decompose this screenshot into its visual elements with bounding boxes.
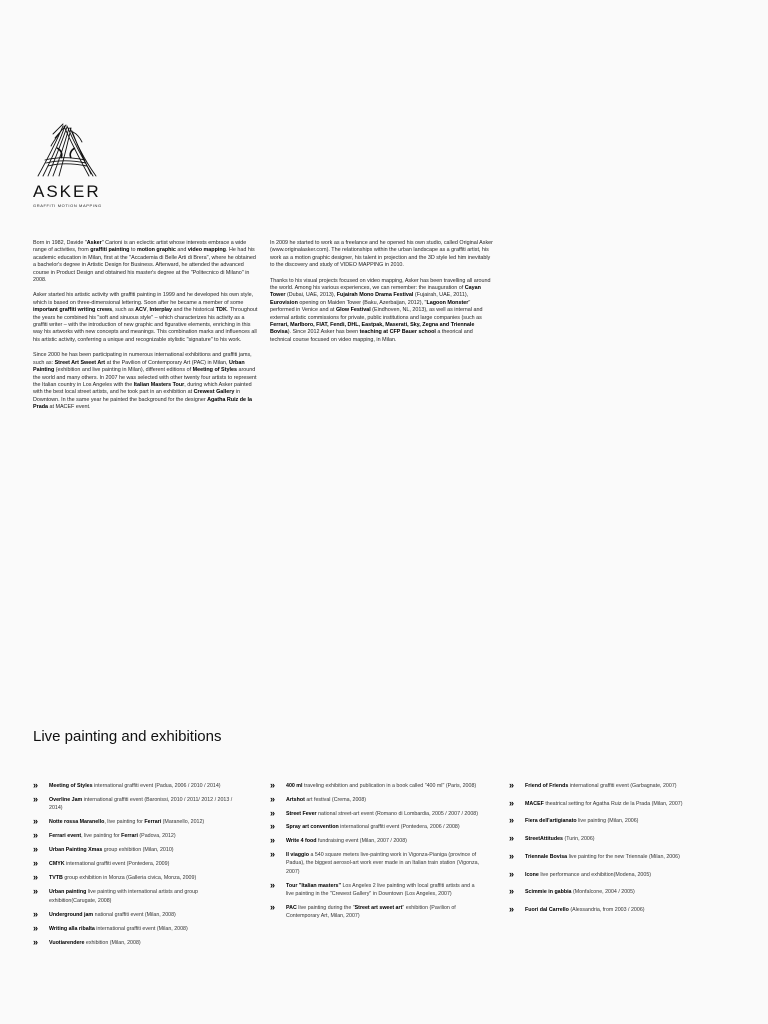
exhibition-item <box>33 888 243 905</box>
exhibition-item <box>270 782 480 790</box>
bold-text: TDK <box>215 307 227 314</box>
text-run: (Turin, 2006) <box>562 836 595 843</box>
bold-text: CMYK <box>49 861 65 868</box>
bold-text: Interplay <box>149 307 173 314</box>
bold-text: Meeting of Styles <box>49 783 93 789</box>
exhibition-item <box>509 835 719 843</box>
bold-text: Ferrari, Marlboro, FIAT, Fendi, DHL, Eastpak, Maserati, Sky, Zegna and Triennale Bovisa <box>270 322 475 336</box>
bio-column-left <box>33 240 259 420</box>
bold-text: Artshot <box>286 796 305 803</box>
exhibition-item <box>270 879 480 899</box>
text-run: live performance and exhibition(Modena, 2005) <box>538 871 652 878</box>
bullet-icon: » <box>509 886 515 897</box>
text-run: (Alessandria, from 2003 / 2006) <box>568 906 645 913</box>
text-run: international graffiti event (Garbagnate, 2007) <box>568 783 677 789</box>
text-run: and the historical <box>172 307 216 314</box>
bold-text: PAC <box>286 904 297 911</box>
text-run: at MACEF event. <box>47 404 91 411</box>
bullet-icon: » <box>509 833 515 844</box>
bullet-icon: » <box>33 844 39 855</box>
bullet-icon: » <box>270 807 276 818</box>
text-run: , during which Asker painted with the best local street artists, and he took part in an exhibition at <box>33 381 252 396</box>
text-run: international graffiti event (Pontedera, 2009) <box>64 861 170 868</box>
text-run: live painting (Milan, 2006) <box>576 818 639 825</box>
text-run: (Monfalcone, 2004 / 2005) <box>571 889 635 896</box>
text-run: Asker started his artistic activity with graffiti painting in 1999 and he developed his own style, which is based on three-dimensional lettering. Soon after he became a member of some <box>33 292 254 306</box>
bold-text: Agatha Ruiz de la Prada <box>33 396 253 411</box>
bold-text: Lagoon Monster <box>426 299 469 306</box>
exhibition-item <box>509 868 719 879</box>
bold-text: Meeting of Styles <box>192 367 237 374</box>
text-run: . Throughout the years he combined his "soft and sinuous style" – which characterizes his activity as a graffiti writer – with the introduction of new graphic and figurative elements, enriching in this way his artworks with new concepts and meanings. This combination marks and influences all his artistic activity, conferring a unique and recognizable stylistic "signature" to his work. <box>33 307 258 343</box>
exhibition-item <box>509 850 719 861</box>
text-run: (Dubai, UAE, 2013), <box>285 292 337 299</box>
bold-text: Eurovision <box>270 299 298 306</box>
text-run: " exhibition (Pavilion of Contemporary Art, Milan, 2007) <box>286 904 456 920</box>
bold-text: Ferrari <box>121 833 138 840</box>
asker-logo <box>33 122 102 208</box>
bullet-icon: » <box>33 858 39 869</box>
bold-text: Cayan Tower <box>270 285 481 299</box>
bold-text: Urban Painting Xmas <box>49 847 103 854</box>
text-run: (Eindhoven, NL, 2013), as well as internal and external artistic commissions for private, public institutions and large companies (such as <box>270 307 483 321</box>
text-run: , such as <box>112 307 136 314</box>
exhibition-item <box>33 832 243 840</box>
bold-text: Fuori dal Carrello <box>525 906 569 913</box>
bold-text: StreetAttitudes <box>525 836 563 843</box>
exhibitions-column-1 <box>33 782 243 953</box>
bold-text: MACEF <box>525 800 544 807</box>
exhibition-item <box>509 903 719 914</box>
bold-text: Tour "Italian masters" <box>286 882 341 889</box>
text-run: " performed in Venice and at <box>270 299 471 314</box>
bold-text: 400 ml <box>286 783 303 789</box>
exhibition-item <box>33 782 243 790</box>
bold-text: Asker <box>86 240 102 246</box>
bold-text: Italian Masters Tour <box>133 381 185 388</box>
bullet-icon: » <box>270 901 276 912</box>
bold-text: TVTB <box>49 875 63 882</box>
bold-text: Friend of Friends <box>525 783 569 789</box>
bold-text: teaching at CFP Bauer school <box>359 329 436 336</box>
bio-paragraph <box>33 292 259 344</box>
exhibition-item <box>33 796 243 813</box>
exhibition-item <box>270 848 480 876</box>
text-run: Los Angeles 2 live painting with local graffiti artists and a live painting in the "Crewest Gallery" in Downtown (Los Angeles, 2007) <box>286 882 475 897</box>
bold-text: Il viaggio <box>286 851 309 858</box>
bold-text: Urban painting <box>49 889 87 896</box>
bullet-icon: » <box>509 780 515 790</box>
bullet-icon: » <box>33 886 39 897</box>
section-title: Live painting and exhibitions <box>33 728 222 745</box>
bold-text: Triennale Bovisa <box>525 853 568 860</box>
bullet-icon: » <box>33 816 39 827</box>
bold-text: Fiera dell'artigianato <box>525 818 577 825</box>
exhibition-item <box>509 797 719 808</box>
bio-column-right <box>270 240 495 352</box>
exhibition-item <box>509 888 719 896</box>
text-run: (Padova, 2012) <box>137 833 176 840</box>
bold-text: Spray art convention <box>286 824 339 831</box>
exhibition-item <box>270 901 480 921</box>
text-run: opening on Maiden Tower (Baku, Azerbaijan, 2012), " <box>297 299 427 306</box>
bold-text: Street Fever <box>286 810 317 817</box>
bullet-icon: » <box>33 794 39 804</box>
bullet-icon: » <box>509 868 515 879</box>
exhibition-item <box>33 874 243 882</box>
text-run: (Maranello, 2012) <box>161 819 205 826</box>
bold-text: video mapping <box>187 247 226 254</box>
bullet-icon: » <box>270 780 276 790</box>
exhibition-item <box>270 823 480 831</box>
logo-tagline: GRAFFITI MOTION MAPPING <box>33 203 102 208</box>
exhibition-item <box>270 837 480 845</box>
bold-text: Icone <box>525 871 539 878</box>
exhibition-item <box>33 922 243 933</box>
text-run: live painting for the new Triennale (Milan, 2006) <box>567 853 680 860</box>
exhibition-item <box>33 846 243 854</box>
bio-paragraph <box>270 240 495 270</box>
exhibition-item <box>509 817 719 825</box>
exhibition-item <box>33 860 243 868</box>
text-run: live painting during the " <box>296 904 355 911</box>
text-run: traveling exhibition and publication in a book called "400 ml" (Paris, 2008) <box>302 783 477 789</box>
text-run: in Downtown. In the same year he painted the background for the designer <box>33 389 241 403</box>
bold-text: important graffiti writing crews <box>33 307 113 314</box>
asker-letter-a-icon <box>33 122 99 180</box>
exhibition-item <box>509 782 719 790</box>
text-run: theatrical setting for Agatha Ruiz de la Prada (Milan, 2007) <box>543 800 683 807</box>
exhibitions-column-2 <box>270 782 480 926</box>
text-run: international graffiti event (Padua, 2006 / 2010 / 2014) <box>92 783 221 789</box>
text-run: (exhibition and live painting in Milan), different editions of <box>54 367 193 374</box>
bullet-icon: » <box>270 835 276 846</box>
bold-text: ACV <box>135 307 147 314</box>
text-run: art festival (Crema, 2008) <box>304 796 367 803</box>
logo-wordmark: ASKER <box>33 182 101 201</box>
bullet-icon: » <box>270 793 276 804</box>
bold-text: Underground jam <box>49 911 94 918</box>
bio-paragraph <box>33 352 259 411</box>
text-run: Since 2000 he has been participating in numerous international exhibitions and graffiti jams, such as: <box>33 352 252 366</box>
text-run: . He had his academic education in Milan, first at the "Accademia di Belle Arti di Brera", where he obtained a bachelor's degree in Artistic Design for Business. Afterward, he attended the advanced course in Product Design and obtained his master's degree at the "Politecnico di Milano" in 2008. <box>33 247 256 284</box>
text-run: exhibition (Milan, 2008) <box>84 939 141 946</box>
bullet-icon: » <box>33 830 39 841</box>
bullet-icon: » <box>509 903 515 914</box>
bold-text: Writing alla ribalta <box>49 925 95 932</box>
bullet-icon: » <box>33 872 39 883</box>
text-run: national street-art event (Romano di Lombardia, 2005 / 2007 / 2008) <box>316 810 478 817</box>
bullet-icon: » <box>33 780 39 790</box>
exhibition-item <box>270 807 480 818</box>
bold-text: Ferrari <box>144 819 162 826</box>
text-run: at the Pavilion of Contemporary Art (PAC) in Milan, <box>105 359 230 366</box>
bold-text: Fujairah Mono Drama Festival <box>336 292 414 299</box>
bullet-icon: » <box>270 821 276 832</box>
exhibition-item <box>33 908 243 919</box>
bold-text: Street art sweet art <box>354 904 403 911</box>
bullet-icon: » <box>33 908 39 919</box>
text-run: live painting with international artists and group exhibition(Carugate, 2008) <box>49 889 198 904</box>
text-run: " Carioni is an eclectic artist whose interests embrace a wide range of activities, from <box>33 240 247 254</box>
text-run: Born in 1982, Davide " <box>33 240 87 246</box>
text-run: international graffiti event (Baronissi, 2010 / 2011/ 2012 / 2013 / 2014) <box>49 797 233 812</box>
text-run: international graffiti event (Milan, 2008) <box>94 925 188 932</box>
exhibition-item <box>33 936 243 947</box>
bold-text: Vuotiarendere <box>49 939 85 946</box>
text-run: , <box>146 307 150 314</box>
text-run: group exhibition (Milan, 2010) <box>102 847 174 854</box>
bold-text: Glow Festival <box>335 307 371 314</box>
text-run: fundraising event (Milan, 2007 / 2008) <box>316 838 407 845</box>
text-run: group exhibition in Monza (Galleria civica, Monza, 2009) <box>62 875 197 882</box>
bullet-icon: » <box>270 848 276 859</box>
exhibition-item <box>33 818 243 826</box>
bullet-icon: » <box>33 936 39 947</box>
bold-text: motion graphic <box>136 247 176 254</box>
text-run: a 540 square meters live-painting work in Vigonza-Pianiga (province of Padua), the biggest aerosol-art work ever made in an Italian train station (Vigonza, 2007) <box>286 851 480 875</box>
bold-text: Ferrari event <box>49 833 82 840</box>
exhibition-item <box>270 793 480 804</box>
bullet-icon: » <box>509 815 515 826</box>
bio-paragraph <box>270 278 495 345</box>
bullet-icon: » <box>509 797 515 808</box>
text-run: , live painting for <box>81 833 122 840</box>
bio-paragraph <box>33 240 259 284</box>
text-run: around the world and many others. In 2007 he was selected with other twenty four artists to represent the Italian country in Los Angeles with the <box>33 367 257 388</box>
bold-text: Street Art Sweet Art <box>54 359 106 366</box>
bold-text: Write 4 food <box>286 838 317 845</box>
bold-text: graffiti painting <box>90 247 130 254</box>
text-run: In 2009 he started to work as a freelance and he opened his own studio, called Original Asker (www.originalasker.com). The relationships within the urban landscape as a graffiti artist, his work as a motion graphic designer, his talent in projection and the 3D style led him inevitably to the discovery and study of VIDEO MAPPING in 2010. <box>270 240 493 269</box>
bullet-icon: » <box>509 850 515 861</box>
text-run: (Fujairah, UAE, 2011), <box>413 292 469 299</box>
text-run: ). Since 2012 Asker has been <box>287 329 360 336</box>
bold-text: Urban Painting <box>33 359 245 374</box>
bold-text: Scimmie in gabbia <box>525 889 572 896</box>
bold-text: Overline Jam <box>49 797 83 803</box>
text-run: to <box>129 247 137 254</box>
bullet-icon: » <box>270 879 276 890</box>
text-run: national graffiti event (Milan, 2008) <box>93 911 176 918</box>
text-run: , live painting for <box>104 819 145 826</box>
text-run: a theorical and technical course focused on video mapping, in Milan. <box>270 329 473 343</box>
text-run: international graffiti event (Pontedera, 2006 / 2008) <box>338 824 460 831</box>
bullet-icon: » <box>33 922 39 933</box>
bold-text: Crewest Gallery <box>193 389 235 396</box>
bold-text: Notte rossa Maranello <box>49 819 105 826</box>
text-run: Thanks to his visual projects focused on video mapping, Asker has been travelling all around the world. Among his various experiences, we can remember: the inauguration of <box>270 277 491 292</box>
text-run: and <box>175 247 188 254</box>
exhibitions-column-3 <box>509 782 719 924</box>
